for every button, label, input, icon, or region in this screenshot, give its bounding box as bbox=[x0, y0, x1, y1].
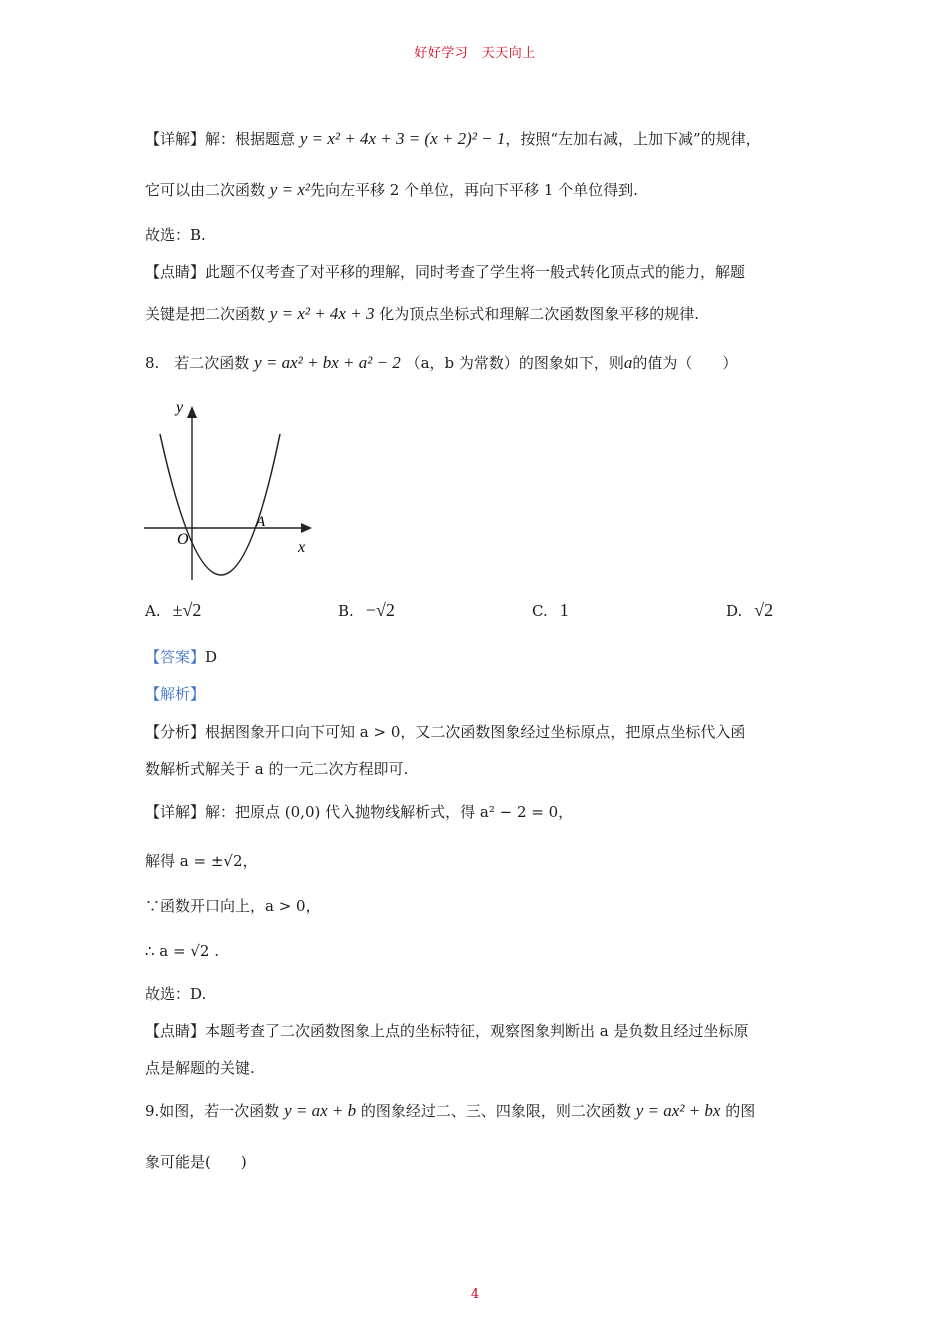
prev-choice: 故选：B. bbox=[145, 226, 206, 244]
y-axis-label: y bbox=[176, 399, 184, 416]
origin-label: O bbox=[177, 531, 189, 548]
option-b[interactable]: B. −√2 bbox=[338, 600, 395, 620]
q8-detail-1: 【详解】解：把原点 (0,0) 代入抛物线解析式，得 a² − 2 = 0， bbox=[145, 803, 574, 821]
q8-comment-1: 【点睛】本题考查了二次函数图象上点的坐标特征，观察图象判断出 a 是负数且经过坐标原 bbox=[145, 1022, 749, 1040]
parabola-curve bbox=[160, 434, 280, 575]
detail-label: 【详解】 bbox=[145, 803, 206, 821]
formula: y = ax + b bbox=[284, 1101, 357, 1120]
formula: y = x² + 4x + 3 bbox=[269, 304, 375, 323]
q8-stem: 8. 若二次函数 y = ax² + bx + a² − 2 （a，b 为常数）的图象如下，则a的值为（ ） bbox=[145, 353, 738, 372]
prev-detail-line: 【详解】解：根据题意 y = x² + 4x + 3 = (x + 2)² − 1，按照“左加右减，上加下减”的规律， bbox=[145, 129, 761, 148]
formula: y = ax² + bx bbox=[635, 1101, 721, 1120]
x-axis-arrow bbox=[301, 523, 312, 533]
analysis-head: 【分析】 bbox=[145, 723, 206, 741]
comment-label: 【点睛】 bbox=[145, 263, 206, 281]
q8-analysis-label: 【解析】 bbox=[145, 685, 206, 703]
q8-comment-2: 点是解题的关键. bbox=[145, 1059, 255, 1077]
prev-comment-2: 关键是把二次函数 y = x² + 4x + 3 化为顶点坐标式和理解二次函数图象平移的规律. bbox=[145, 304, 700, 323]
prev-comment-1: 【点睛】此题不仅考查了对平移的理解，同时考查了学生将一般式转化顶点式的能力，解题 bbox=[145, 263, 746, 281]
q9-stem-2: 象可能是( ) bbox=[145, 1153, 247, 1171]
y-axis-arrow bbox=[187, 406, 197, 418]
comment-label: 【点睛】 bbox=[145, 1022, 206, 1040]
parabola-graph bbox=[140, 396, 320, 586]
q8-choice: 故选：D. bbox=[145, 985, 207, 1003]
answer-label: 【答案】 bbox=[145, 648, 206, 666]
prev-detail-line-2: 它可以由二次函数 y = x²先向左平移 2 个单位，再向下平移 1 个单位得到. bbox=[145, 180, 638, 199]
x-axis-label: x bbox=[298, 539, 306, 556]
q9-stem-1: 9.如图，若一次函数 y = ax + b 的图象经过二、三、四象限，则二次函数 y = ax² + bx 的图 bbox=[145, 1101, 756, 1120]
q8-analysis-2: 数解析式解关于 a 的一元二次方程即可. bbox=[145, 760, 409, 778]
q8-detail-3: ∵函数开口向上，a > 0， bbox=[145, 897, 321, 915]
q8-detail-2: 解得 a = ±√2， bbox=[145, 852, 258, 870]
formula: y = ax² + bx + a² − 2 bbox=[254, 353, 401, 372]
detail-label: 【详解】 bbox=[145, 130, 206, 148]
page-number: 4 bbox=[470, 1287, 480, 1302]
option-a[interactable]: A. ±√2 bbox=[145, 600, 202, 620]
formula: y = x² bbox=[269, 180, 310, 199]
option-c[interactable]: C. 1 bbox=[532, 600, 569, 620]
q8-detail-4: ∴ a = √2 . bbox=[145, 942, 219, 960]
formula: y = x² + 4x + 3 = (x + 2)² − 1 bbox=[299, 129, 506, 148]
page-header: 好好学习 天天向上 bbox=[414, 46, 536, 61]
q8-analysis-1: 【分析】根据图象开口向下可知 a > 0，又二次函数图象经过坐标原点，把原点坐标代入函 bbox=[145, 723, 746, 741]
point-a-label: A bbox=[256, 514, 266, 530]
q8-answer: 【答案】D bbox=[145, 648, 218, 666]
option-d[interactable]: D. √2 bbox=[726, 600, 774, 620]
